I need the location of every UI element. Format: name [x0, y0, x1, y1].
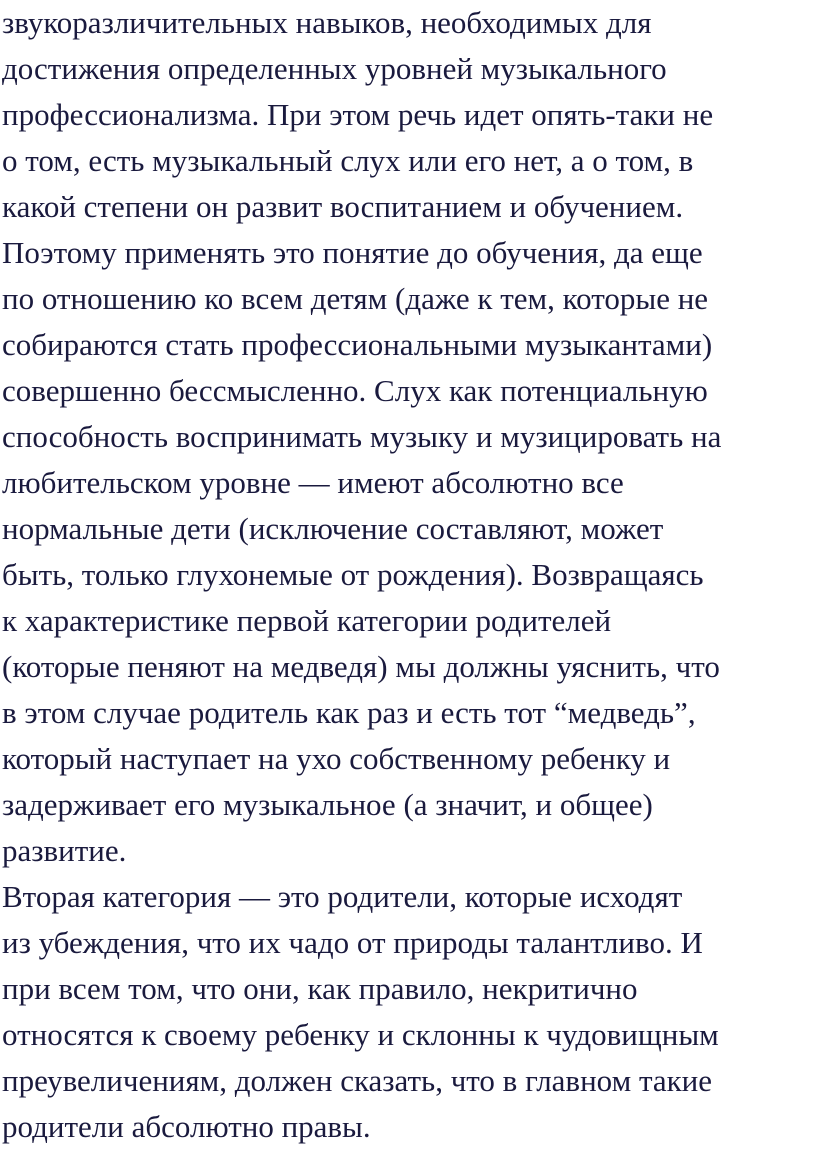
text-line: к характеристике первой категории родителей: [2, 603, 612, 638]
text-line: по отношению ко всем детям (даже к тем, которые не: [2, 281, 709, 316]
text-line: из убеждения, что их чадо от природы талантливо. И: [2, 925, 703, 960]
text-line: совершенно бессмысленно. Слух как потенциальную: [2, 373, 708, 408]
text-line: (которые пеняют на медведя) мы должны уяснить, что: [2, 649, 720, 684]
text-line: любительском уровне — имеют абсолютно все: [2, 465, 624, 500]
text-line: преувеличениям, должен сказать, что в главном такие: [2, 1063, 713, 1098]
text-line: задерживает его музыкальное (а значит, и общее): [2, 787, 653, 822]
text-line: достижения определенных уровней музыкального: [2, 51, 667, 86]
text-line: о том, есть музыкальный слух или его нет, а о том, в: [2, 143, 694, 178]
text-line: быть, только глухонемые от рождения). Возвращаясь: [2, 557, 704, 592]
text-line: собираются стать профессиональными музыкантами): [2, 327, 713, 362]
text-line: Поэтому применять это понятие до обучения, да еще: [2, 235, 703, 270]
text-line: звукоразличительных навыков, необходимых для: [2, 5, 652, 40]
text-line: относятся к своему ребенку и склонны к чудовищным: [2, 1017, 719, 1052]
text-line: нормальные дети (исключение составляют, может: [2, 511, 664, 546]
text-line: Вторая категория — это родители, которые исходят: [2, 879, 683, 914]
text-line: развитие.: [2, 833, 127, 868]
text-line: какой степени он развит воспитанием и обучением.: [2, 189, 684, 224]
text-line: профессионализма. При этом речь идет опять-таки не: [2, 97, 714, 132]
text-line: родители абсолютно правы.: [2, 1109, 371, 1144]
text-line: способность воспринимать музыку и музицировать на: [2, 419, 722, 454]
text-line: который наступает на ухо собственному ребенку и: [2, 741, 671, 776]
text-line: в этом случае родитель как раз и есть тот “медведь”,: [2, 695, 696, 730]
text-line: при всем том, что они, как правило, некритично: [2, 971, 638, 1006]
